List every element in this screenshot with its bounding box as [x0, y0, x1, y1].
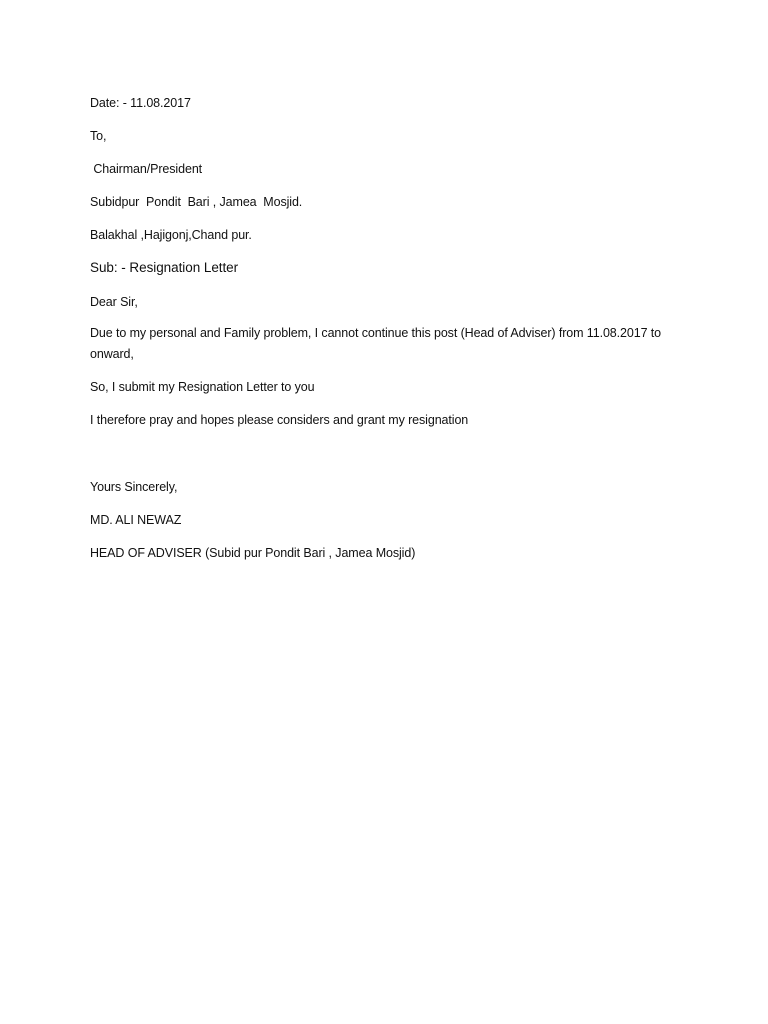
- sender-title: HEAD OF ADVISER (Subid pur Pondit Bari , Jamea Mosjid): [90, 546, 416, 560]
- letter-subject: Sub: - Resignation Letter: [90, 260, 239, 275]
- recipient-address-line-2: Balakhal ,Hajigonj,Chand pur.: [90, 228, 252, 242]
- body-paragraph-2: So, I submit my Resignation Letter to you: [90, 380, 315, 394]
- letter-closing: Yours Sincerely,: [90, 480, 178, 494]
- letter-salutation: Dear Sir,: [90, 295, 138, 309]
- sender-name: MD. ALI NEWAZ: [90, 513, 182, 527]
- recipient-title: Chairman/President: [90, 162, 203, 176]
- body-paragraph-3: I therefore pray and hopes please considers and grant my resignation: [90, 413, 469, 427]
- recipient-address-line-1: Subidpur Pondit Bari , Jamea Mosjid.: [90, 195, 303, 209]
- body-paragraph-1: Due to my personal and Family problem, I cannot continue this post (Head of Adviser) from 11.08.2017 to onward,: [90, 326, 662, 361]
- letter-to: To,: [90, 129, 107, 143]
- letter-date: Date: - 11.08.2017: [90, 96, 191, 110]
